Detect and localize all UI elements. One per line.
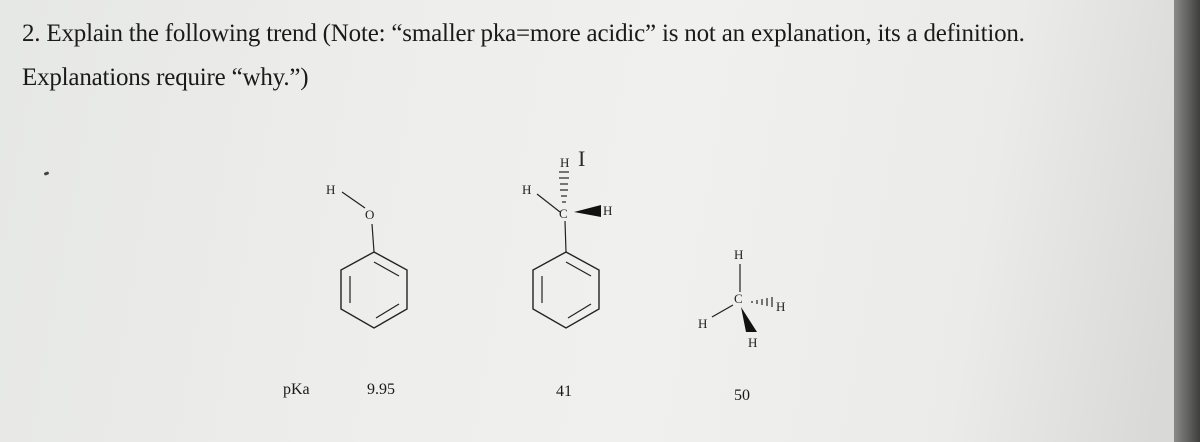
toluene-h-top-label: H [560,155,570,170]
pka-label: pKa [283,381,310,398]
phenol-o-c-bond [372,224,374,252]
toluene-wedge-bond [574,205,601,217]
toluene-ring [533,252,599,328]
toluene-h-c-bond [537,194,560,212]
methane-h-top-label: H [734,247,744,262]
methane-c-label: C [734,291,743,306]
question-line-2: Explanations require “why.”) [22,64,309,91]
phenol-structure [326,182,407,328]
toluene-h-left-label: H [522,182,532,197]
toluene-h-right-label: H [603,203,613,218]
pka-value-phenol: 9.95 [367,381,395,398]
methane-structure [698,247,785,350]
pka-value-toluene: 41 [556,383,572,400]
methane-left-bond [712,305,733,317]
methane-h-bottom-label: H [748,335,758,350]
toluene-structure [522,146,612,328]
toluene-c-ring-bond [565,221,566,252]
question-line-1: 2. Explain the following trend (Note: “smaller pka=more acidic” is not an explanation, its a definition. [22,20,1025,47]
phenol-h-label: H [326,182,336,197]
handwritten-mark: I [578,146,586,171]
methane-h-left-label: H [698,316,708,331]
methane-h-right-label: H [776,299,786,314]
phenol-ring [341,252,407,328]
methane-hash-bond [752,297,772,307]
pka-value-methane: 50 [734,387,750,404]
phenol-h-o-bond [342,192,365,208]
toluene-hash-bond [559,172,569,202]
methane-wedge-bond [741,307,757,332]
toluene-c-label: C [559,206,568,221]
phenol-o-label: O [365,207,375,222]
